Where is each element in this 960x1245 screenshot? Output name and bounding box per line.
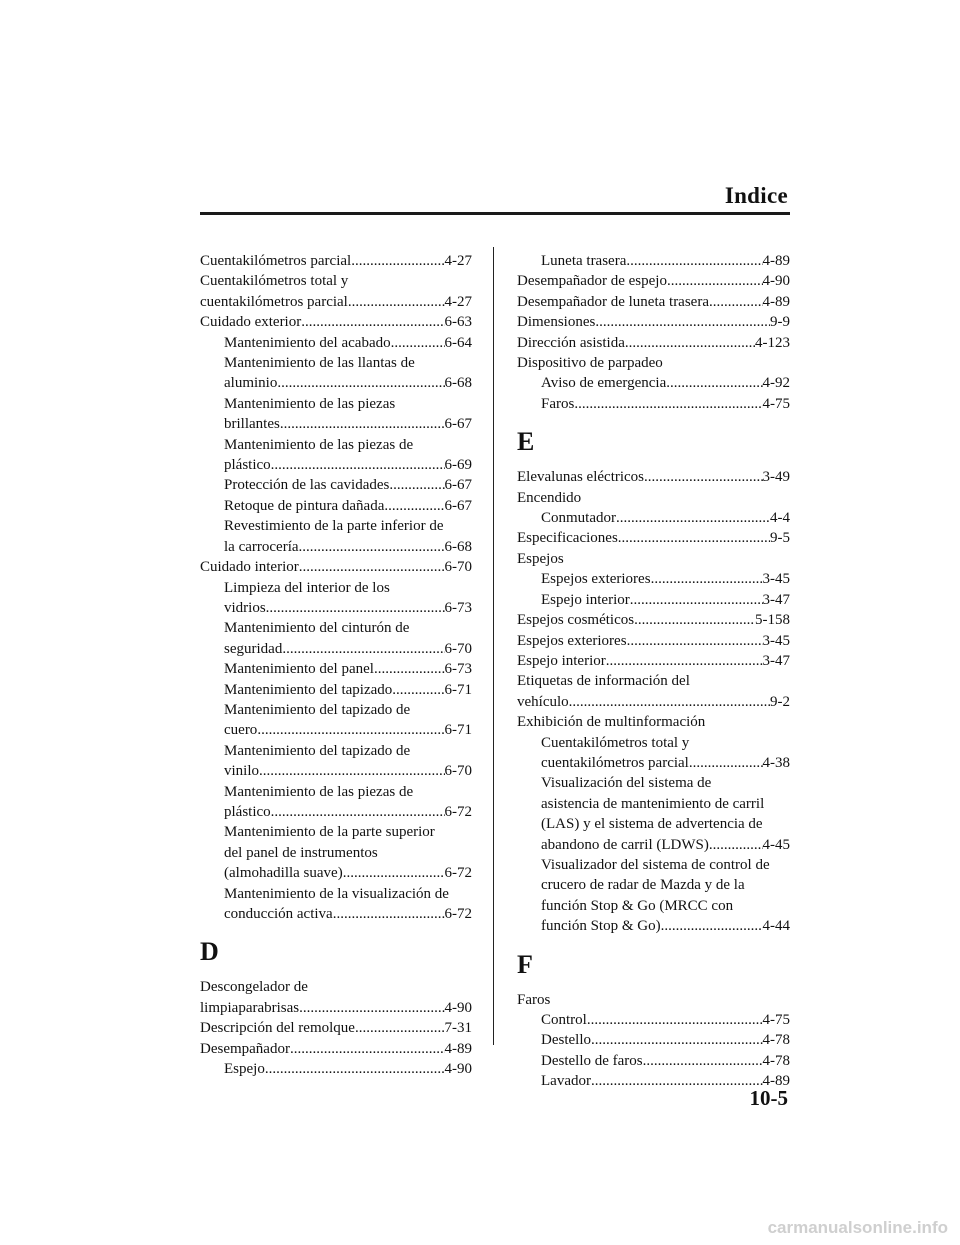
entry-text: Cuentakilómetros parcial [200,253,352,269]
entry-page-ref: 4-89 [762,1073,790,1090]
index-subentry [200,904,472,924]
index-subentry [200,1059,472,1079]
entry-text: vidrios [224,599,266,616]
entry-page-ref: 9-2 [770,693,790,710]
dot-leader [666,373,762,393]
entry-text: brillantes [224,416,280,433]
index-entry [517,990,790,1010]
dot-leader [709,835,763,855]
entry-text: abandono de carril (LDWS) [541,836,709,853]
index-column-right [517,251,790,1092]
index-subentry [517,855,790,875]
entry-text: plástico [224,803,271,820]
entry-page-ref: 6-72 [444,906,472,922]
entry-text: Cuidado interior [200,559,299,576]
entry-text: Visualizador del sistema de control de [541,856,770,873]
entry-page-ref: 6-71 [444,681,472,698]
dot-leader [606,651,763,671]
header-rule [200,212,790,215]
index-subentry [200,414,472,434]
entry-page-ref: 4-38 [762,754,790,771]
entry-text: crucero de radar de Mazda y de la [541,877,745,894]
index-subentry [517,508,790,528]
dot-leader [391,333,445,353]
entry-page-ref: 3-49 [762,469,790,486]
entry-page-ref: 4-78 [762,1052,790,1069]
entry-text: Espejo interior [517,652,606,669]
entry-text: (LAS) y el sistema de advertencia de [541,816,763,833]
index-subentry [200,333,472,353]
index-entry [200,251,472,271]
dot-leader [392,680,444,700]
entry-page-ref: 6-64 [444,334,472,351]
index-entry [517,488,790,508]
entry-page-ref: 6-72 [444,865,472,882]
section-letter: E [517,427,535,457]
entry-page-ref: 6-68 [444,375,472,392]
dot-leader [625,333,755,353]
index-subentry [200,822,472,842]
dot-leader [299,557,445,577]
section-letter: D [200,937,219,967]
dot-leader [265,1059,445,1079]
index-subentry [200,700,472,720]
entry-text: Espejos cosméticos [517,612,635,629]
index-subentry [517,875,790,895]
entry-text: Cuentakilómetros total y [541,734,690,751]
dot-leader [627,631,763,651]
index-subentry [517,896,790,916]
page-number: 10-5 [749,1086,788,1110]
index-subentry [200,843,472,863]
entry-page-ref: 4-75 [762,395,790,412]
entry-text: Exhibición de multinformación [517,714,706,731]
dot-leader [574,394,762,414]
index-subentry [517,1030,790,1050]
index-entry [200,271,472,291]
entry-page-ref: 4-90 [762,273,790,290]
dot-leader [282,639,444,659]
entry-text: Espejos [517,550,564,567]
index-subentry [517,794,790,814]
index-entry [517,467,790,487]
index-subentry [200,639,472,659]
index-subentry [200,720,472,740]
entry-page-ref: 6-67 [444,416,472,433]
watermark: carmanualsonline.info [767,1218,948,1237]
entry-text: limpiaparabrisas [200,999,300,1016]
entry-text: Especificaciones [517,530,618,547]
index-subentry [200,761,472,781]
entry-text: Elevalunas eléctricos [517,469,645,486]
entry-text: Espejo interior [541,591,630,608]
index-subentry [200,863,472,883]
entry-text: Luneta trasera [541,253,627,269]
dot-leader [626,251,762,271]
dot-leader [591,1071,763,1091]
index-entry [517,353,790,373]
entry-page-ref: 3-45 [762,632,790,649]
entry-text: Encendido [517,489,582,506]
entry-text: plástico [224,457,271,474]
dot-leader [384,496,444,516]
entry-text: función Stop & Go) [541,918,661,935]
entry-page-ref: 3-45 [762,571,790,588]
dot-leader [389,475,444,495]
index-column-left [200,251,472,1079]
entry-text: Revestimiento de la parte inferior de [224,518,444,535]
index-subentry [200,618,472,638]
entry-text: Espejo [224,1061,265,1078]
entry-text: Destello de faros [541,1052,643,1069]
entry-text: Mantenimiento de las piezas [224,395,396,412]
entry-text: Control [541,1012,587,1028]
index-entry [517,631,790,651]
entry-text: Desempañador [200,1040,290,1057]
entry-page-ref: 4-89 [444,1040,472,1057]
dot-leader [709,292,763,312]
entry-text: Etiquetas de información del [517,673,690,690]
entry-text: Aviso de emergencia [541,375,667,392]
index-subentry [517,733,790,753]
index-subentry [200,394,472,414]
entry-text: Faros [517,991,551,1008]
entry-text: Espejos exteriores [541,571,651,588]
index-subentry [517,753,790,773]
entry-text: asistencia de mantenimiento de carril [541,795,765,812]
entry-page-ref: 3-47 [762,652,790,669]
entry-page-ref: 6-63 [444,314,472,331]
entry-text: Dispositivo de parpadeo [517,355,663,372]
index-subentry [200,455,472,475]
entry-text: Conmutador [541,510,616,527]
index-entry [517,333,790,353]
entry-text: Mantenimiento de las piezas de [224,436,414,453]
entry-text: Descongelador de [200,979,308,996]
index-subentry [517,569,790,589]
entry-text: Mantenimiento de las piezas de [224,783,414,800]
entry-text: vinilo [224,763,260,780]
entry-text: cuero [224,722,258,739]
entry-page-ref: 6-72 [444,803,472,820]
index-entry [200,312,472,332]
entry-text: Visualización del sistema de [541,775,712,792]
entry-text: Mantenimiento del tapizado [224,681,393,698]
dot-leader [271,455,445,475]
entry-page-ref: 6-73 [444,661,472,678]
entry-page-ref: 4-123 [755,334,790,351]
entry-page-ref: 6-67 [444,477,472,494]
index-entry [200,1039,472,1059]
entry-text: conducción activa [224,906,333,922]
dot-leader [351,251,444,271]
dot-leader [266,598,445,618]
index-entry [517,651,790,671]
entry-text: Faros [541,395,575,412]
dot-leader [333,904,445,924]
entry-text: Mantenimiento de la visualización de [224,885,449,902]
index-subentry [200,578,472,598]
entry-page-ref: 9-9 [770,314,790,331]
entry-text: Descripción del remolque [200,1020,355,1037]
page-title: Indice [724,183,788,208]
index-subentry [517,1051,790,1071]
index-subentry [200,884,472,904]
dot-leader [343,863,445,883]
entry-page-ref: 4-90 [444,999,472,1016]
entry-page-ref: 4-27 [444,293,472,310]
dot-leader [299,537,445,557]
index-entry [517,692,790,712]
dot-leader [277,373,444,393]
entry-text: la carrocería [224,538,299,555]
entry-text: Desempañador de luneta trasera [517,293,709,310]
index-entry [517,312,790,332]
index-entry [200,998,472,1018]
index-subentry [517,590,790,610]
entry-page-ref: 6-69 [444,457,472,474]
entry-text: Mantenimiento del panel [224,661,374,678]
entry-page-ref: 4-4 [770,510,790,527]
index-entry [517,671,790,691]
entry-text: Mantenimiento de las llantas de [224,355,415,372]
entry-text: Mantenimiento del cinturón de [224,620,410,637]
entry-page-ref: 7-31 [444,1020,472,1037]
dot-leader [301,312,444,332]
entry-text: Limpieza del interior de los [224,579,390,596]
index-subentry [200,782,472,802]
index-entry [517,528,790,548]
index-subentry [517,835,790,855]
index-entry [517,292,790,312]
index-subentry [200,537,472,557]
dot-leader [355,1018,445,1038]
entry-page-ref: 4-90 [444,1061,472,1078]
dot-leader [643,1051,763,1071]
entry-text: aluminio [224,375,278,392]
entry-text: Lavador [541,1073,591,1090]
entry-page-ref: 4-44 [762,918,790,935]
index-subentry [517,394,790,414]
dot-leader [271,802,445,822]
index-subentry [200,373,472,393]
dot-leader [259,761,444,781]
entry-text: Mantenimiento del tapizado de [224,701,411,718]
index-subentry [200,516,472,536]
index-entry [517,712,790,732]
index-subentry [517,916,790,936]
entry-text: Espejos exteriores [517,632,627,649]
entry-text: Protección de las cavidades [224,477,390,494]
entry-page-ref: 4-89 [762,253,790,269]
dot-leader [616,508,770,528]
entry-page-ref: 4-27 [444,253,472,269]
dot-leader [667,271,763,291]
index-subentry [200,680,472,700]
index-entry [200,557,472,577]
index-subentry [200,659,472,679]
entry-page-ref: 6-70 [444,640,472,657]
index-entry [517,549,790,569]
entry-text: Cuentakilómetros total y [200,273,349,290]
entry-page-ref: 3-47 [762,591,790,608]
index-subentry [200,598,472,618]
dot-leader [290,1039,445,1059]
entry-text: Desempañador de espejo [517,273,667,290]
index-subentry [517,773,790,793]
index-entry [517,271,790,291]
dot-leader [661,916,763,936]
dot-leader [651,569,763,589]
column-divider [493,247,494,1045]
index-subentry [200,741,472,761]
entry-text: Dimensiones [517,314,596,331]
dot-leader [587,1010,763,1030]
dot-leader [630,590,763,610]
entry-page-ref: 6-71 [444,722,472,739]
entry-page-ref: 4-45 [762,836,790,853]
entry-page-ref: 6-70 [444,763,472,780]
index-subentry [517,373,790,393]
index-subentry [517,251,790,271]
entry-text: del panel de instrumentos [224,844,378,861]
index-entry [200,1018,472,1038]
entry-page-ref: 4-78 [762,1032,790,1049]
index-subentry [200,496,472,516]
entry-page-ref: 6-73 [444,599,472,616]
entry-text: (almohadilla suave) [224,865,343,882]
index-subentry [517,1010,790,1030]
entry-page-ref: 6-67 [444,497,472,514]
dot-leader [595,312,770,332]
entry-text: cuentakilómetros parcial [200,293,348,310]
entry-text: función Stop & Go (MRCC con [541,897,734,914]
dot-leader [280,414,445,434]
index-entry [200,292,472,312]
dot-leader [644,467,762,487]
entry-text: Dirección asistida [517,334,625,351]
section-letter: F [517,949,533,979]
dot-leader [634,610,755,630]
index-subentry [200,802,472,822]
entry-text: Destello [541,1032,591,1049]
dot-leader [569,692,770,712]
dot-leader [591,1030,763,1050]
entry-page-ref: 6-68 [444,538,472,555]
entry-page-ref: 4-89 [762,293,790,310]
entry-page-ref: 4-75 [762,1012,790,1028]
entry-text: Mantenimiento del tapizado de [224,742,411,759]
entry-text: Mantenimiento del acabado [224,334,391,351]
dot-leader [689,753,763,773]
index-subentry [517,814,790,834]
entry-page-ref: 9-5 [770,530,790,547]
entry-page-ref: 5-158 [755,612,790,629]
entry-text: Cuidado exterior [200,314,302,331]
index-entry [517,610,790,630]
entry-page-ref: 6-70 [444,559,472,576]
entry-text: Retoque de pintura dañada [224,497,385,514]
entry-page-ref: 4-92 [762,375,790,392]
index-entry [200,977,472,997]
entry-text: Mantenimiento de la parte superior [224,824,435,841]
index-subentry [200,353,472,373]
dot-leader [618,528,770,548]
entry-text: cuentakilómetros parcial [541,754,689,771]
dot-leader [299,998,444,1018]
dot-leader [348,292,445,312]
dot-leader [257,720,444,740]
entry-text: vehículo [517,693,569,710]
index-subentry [200,435,472,455]
dot-leader [374,659,445,679]
entry-text: seguridad [224,640,283,657]
index-subentry [200,475,472,495]
